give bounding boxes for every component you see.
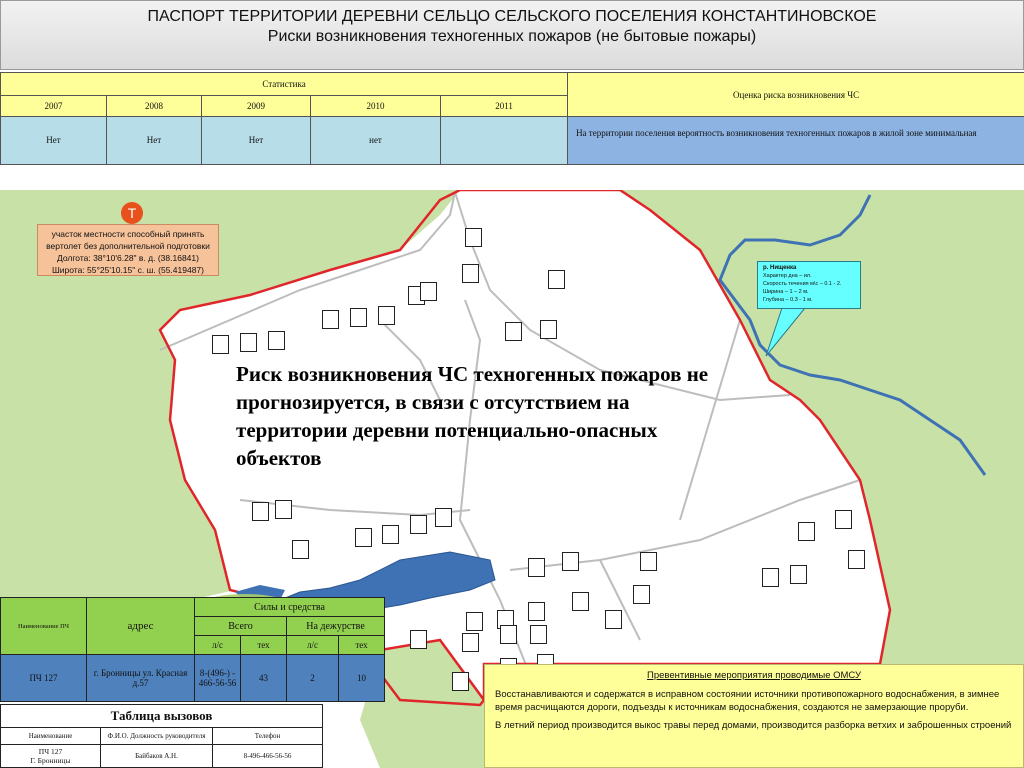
building-icon <box>292 540 309 559</box>
calls-phone: 8-496-466-56-56 <box>213 745 323 768</box>
river-info-line: Характер дна – ил. <box>763 273 812 279</box>
building-icon <box>382 525 399 544</box>
building-icon <box>462 264 479 283</box>
building-icon <box>465 228 482 247</box>
calls-table <box>0 704 323 768</box>
forces-address-header: адрес <box>87 598 195 655</box>
building-icon <box>240 333 257 352</box>
forces-total-ls: 8-(496-) - 466-56-56 <box>195 655 241 702</box>
building-icon <box>410 630 427 649</box>
building-icon <box>528 558 545 577</box>
building-icon <box>562 552 579 571</box>
building-icon <box>530 625 547 644</box>
building-icon <box>355 528 372 547</box>
preventive-paragraph: Восстанавливаются и содержатся в исправном состоянии источники противопожарного водоснабжения, в зимнее время расчищаются дороги, подъезды к источникам водоснабжения, создаются не замерзающие проруби. <box>495 689 1000 713</box>
year-cell: 2011 <box>441 96 568 117</box>
helipad-text-line: участок местности способный принять <box>51 229 205 239</box>
preventive-paragraph: В летний период производится выкос травы перед домами, производится разборка ветхих и заброшенных строений <box>495 720 1012 731</box>
preventive-title: Превентивные мероприятия проводимые ОМСУ <box>646 670 861 681</box>
building-icon <box>500 625 517 644</box>
forces-total-tech: 43 <box>241 655 287 702</box>
value-cell: Нет <box>1 117 107 165</box>
page-header <box>0 0 1024 70</box>
building-icon <box>410 515 427 534</box>
helipad-text-line: Долгота: 38°10'6.28" в. д. (38.16841) <box>57 253 199 263</box>
building-icon <box>848 550 865 569</box>
building-icon <box>466 612 483 631</box>
building-icon <box>633 585 650 604</box>
building-icon <box>790 565 807 584</box>
year-cell: 2008 <box>107 96 202 117</box>
helipad-callout <box>37 224 219 276</box>
forces-unit-name: ПЧ 127 <box>1 655 87 702</box>
building-icon <box>420 282 437 301</box>
helipad-text-line: вертолет без дополнительной подготовки <box>46 241 210 251</box>
building-icon <box>798 522 815 541</box>
forces-tech-header: тех <box>339 636 385 655</box>
building-icon <box>452 672 469 691</box>
forces-ls-header: л/с <box>195 636 241 655</box>
calls-header: Телефон <box>213 728 323 745</box>
forces-tech-header: тех <box>241 636 287 655</box>
page-subtitle: Риски возникновения техногенных пожаров (не бытовые пожары) <box>267 28 757 45</box>
building-icon <box>275 500 292 519</box>
forces-duty-ls: 2 <box>287 655 339 702</box>
forces-name-header: Наименование ПЧ <box>1 598 87 655</box>
value-cell <box>441 117 568 165</box>
year-cell: 2009 <box>202 96 311 117</box>
building-icon <box>572 592 589 611</box>
building-icon <box>540 320 557 339</box>
building-icon <box>252 502 269 521</box>
river-info-line: Глубина – 0.3 - 1 м. <box>763 297 813 303</box>
value-cell: нет <box>311 117 441 165</box>
building-icon <box>605 610 622 629</box>
statistics-table <box>0 72 1024 165</box>
river-callout <box>757 261 861 309</box>
building-icon <box>505 322 522 341</box>
building-icon <box>378 306 395 325</box>
year-cell: 2010 <box>311 96 441 117</box>
calls-unit-name: ПЧ 127 Г. Бронницы <box>1 745 101 768</box>
building-icon <box>548 270 565 289</box>
calls-header: Наименование <box>1 728 101 745</box>
forces-unit-address: г. Бронницы ул. Красная д.57 <box>87 655 195 702</box>
calls-table-title: Таблица вызовов <box>1 705 323 728</box>
building-icon <box>322 310 339 329</box>
river-info-line: Ширина – 1 – 2 м. <box>763 289 809 295</box>
helipad-icon: Т <box>121 202 143 224</box>
forces-duty-header: На дежурстве <box>287 617 385 636</box>
river-info-line: Скорость течения м\с – 0.1 - 2. <box>763 281 842 287</box>
assessment-header: Оценка риска возникновения ЧС <box>568 73 1024 117</box>
building-icon <box>835 510 852 529</box>
page-title: ПАСПОРТ ТЕРРИТОРИИ ДЕРЕВНИ СЕЛЬЦО СЕЛЬСКОГО ПОСЕЛЕНИЯ КОНСТАНТИНОВСКОЕ <box>147 8 877 25</box>
river-name: р. Нищенка <box>763 265 797 271</box>
forces-table <box>0 597 385 702</box>
building-icon <box>268 331 285 350</box>
assessment-text: На территории поселения вероятность возникновения техногенных пожаров в жилой зоне минимальная <box>568 117 1024 165</box>
forces-duty-tech: 10 <box>339 655 385 702</box>
risk-message: Риск возникновения ЧС техногенных пожаров не прогнозируется, в связи с отсутствием на территории деревни потенциально-опасных объектов <box>236 362 709 470</box>
forces-group-header: Силы и средства <box>195 598 385 617</box>
preventive-measures-box <box>484 664 1024 768</box>
building-icon <box>212 335 229 354</box>
forces-ls-header: л/с <box>287 636 339 655</box>
calls-header: Ф.И.О. Должность руководителя <box>101 728 213 745</box>
value-cell: Нет <box>107 117 202 165</box>
building-icon <box>435 508 452 527</box>
building-icon <box>762 568 779 587</box>
year-cell: 2007 <box>1 96 107 117</box>
building-icon <box>528 602 545 621</box>
building-icon <box>350 308 367 327</box>
helipad-text-line: Широта: 55°25'10.15" с. ш. (55.419487) <box>52 265 204 275</box>
building-icon <box>462 633 479 652</box>
building-icon <box>640 552 657 571</box>
forces-total-header: Всего <box>195 617 287 636</box>
stats-group-header: Статистика <box>1 73 568 96</box>
value-cell: Нет <box>202 117 311 165</box>
calls-person: Байбаков А.Н. <box>101 745 213 768</box>
